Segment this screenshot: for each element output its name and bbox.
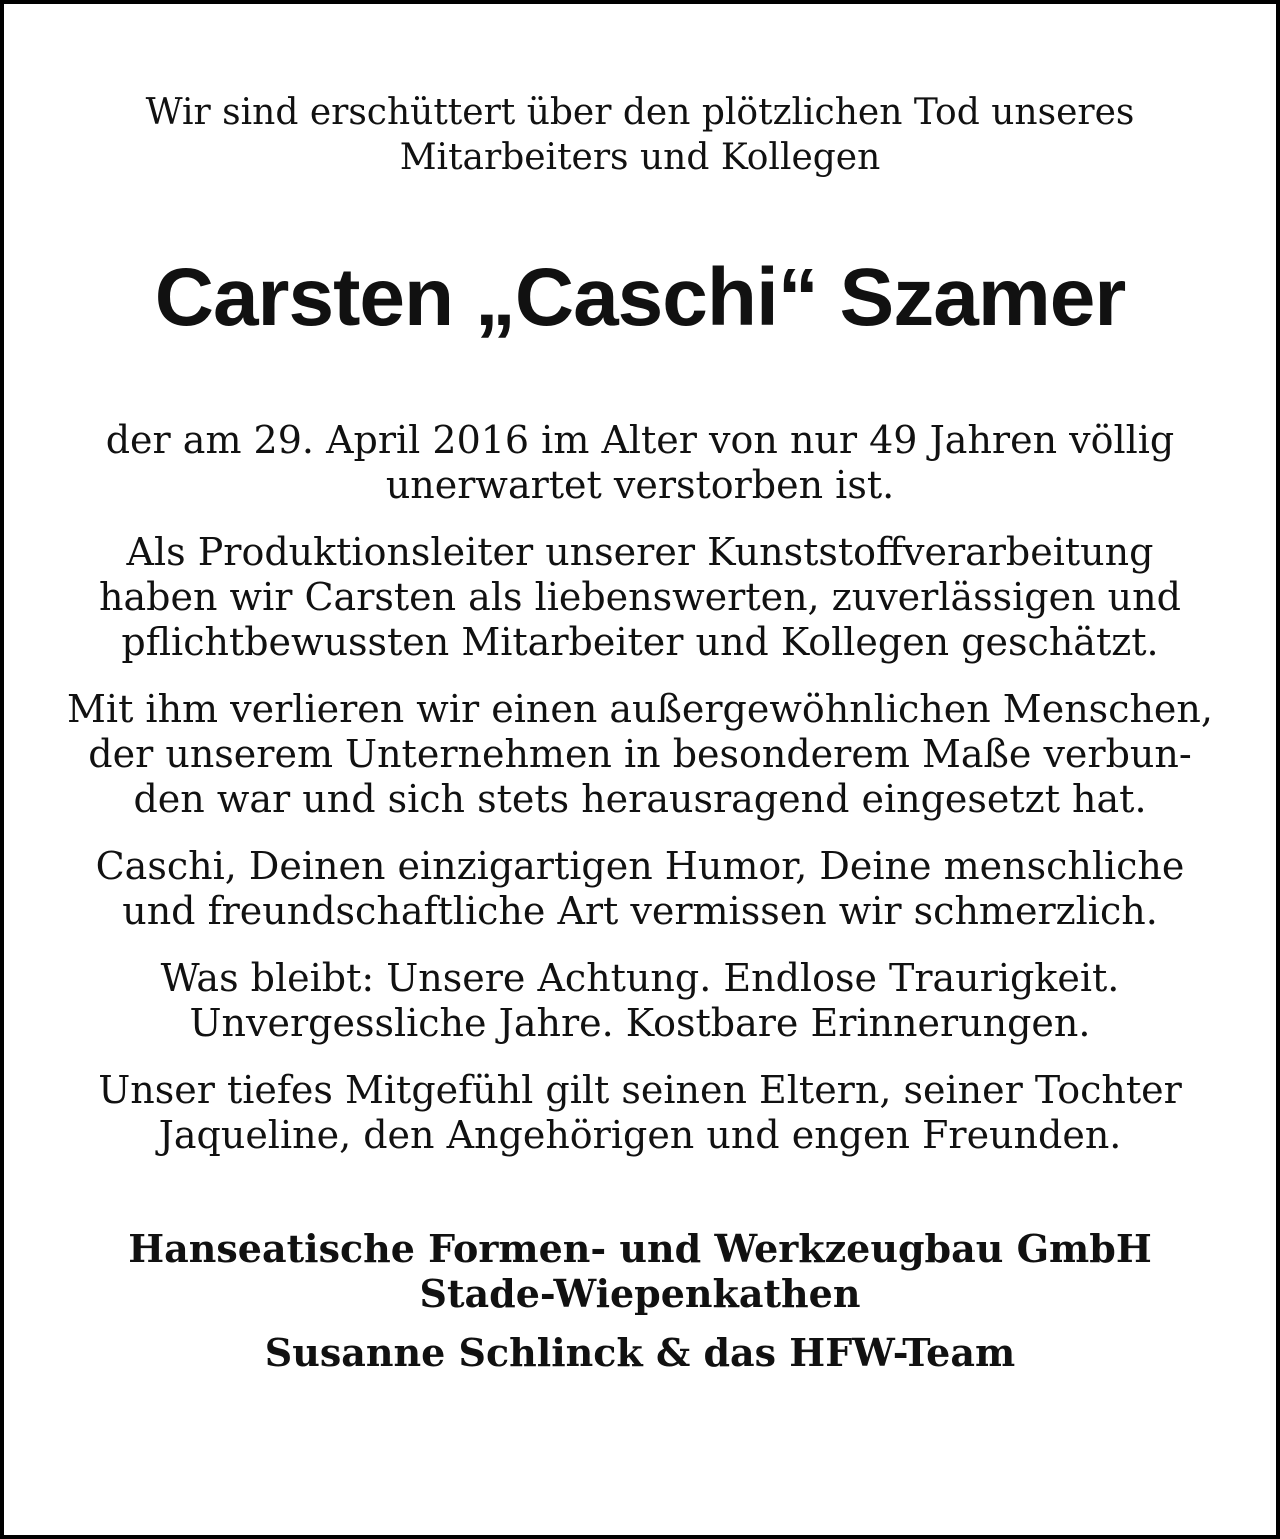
- paragraph-death-notice: [54, 418, 1226, 508]
- text-line: Jaqueline, den Angehörigen und engen Freunden.: [158, 1113, 1122, 1157]
- paragraph-personal: [54, 844, 1226, 934]
- paragraph-condolences: [54, 1068, 1226, 1158]
- text-line: Was bleibt: Unsere Achtung. Endlose Traurigkeit.: [160, 956, 1120, 1000]
- text-line: Als Produktionsleiter unserer Kunststoffverarbeitung: [126, 530, 1154, 574]
- text-line: der am 29. April 2016 im Alter von nur 49 Jahren völlig: [105, 418, 1175, 462]
- intro-text: [54, 90, 1226, 180]
- obituary-body: [54, 418, 1226, 1158]
- text-line: Unser tiefes Mitgefühl gilt seinen Eltern, seiner Tochter: [98, 1068, 1182, 1112]
- intro-line: Wir sind erschüttert über den plötzlichen Tod unseres: [145, 92, 1135, 133]
- text-line: haben wir Carsten als liebenswerten, zuverlässigen und: [99, 575, 1181, 619]
- company-name: [54, 1226, 1226, 1316]
- paragraph-tribute: [54, 687, 1226, 822]
- text-line: pflichtbewussten Mitarbeiter und Kollegen geschätzt.: [121, 620, 1159, 664]
- text-line: Mit ihm verlieren wir einen außergewöhnlichen Menschen,: [67, 687, 1213, 731]
- text-line: unerwartet verstorben ist.: [385, 463, 895, 507]
- company-location: Stade-Wiepenkathen: [419, 1271, 861, 1316]
- text-line: und freundschaftliche Art vermissen wir schmerzlich.: [122, 889, 1158, 933]
- text-line: den war und sich stets herausragend eingesetzt hat.: [133, 777, 1147, 821]
- text-line: der unserem Unternehmen in besonderem Maße verbun-: [88, 732, 1192, 776]
- signature-block: [54, 1226, 1226, 1375]
- team-line: Susanne Schlinck & das HFW-Team: [264, 1330, 1016, 1375]
- text-line: Caschi, Deinen einzigartigen Humor, Deine menschliche: [95, 844, 1185, 888]
- paragraph-role: [54, 530, 1226, 665]
- paragraph-what-remains: [54, 956, 1226, 1046]
- company-line: Hanseatische Formen- und Werkzeugbau GmbH: [128, 1226, 1152, 1271]
- deceased-name: Carsten „Caschi“ Szamer: [154, 252, 1126, 343]
- text-line: Unvergessliche Jahre. Kostbare Erinnerungen.: [189, 1001, 1091, 1045]
- intro-line: Mitarbeiters und Kollegen: [399, 137, 881, 178]
- obituary-content: [54, 90, 1226, 1389]
- team-signature: [54, 1330, 1226, 1375]
